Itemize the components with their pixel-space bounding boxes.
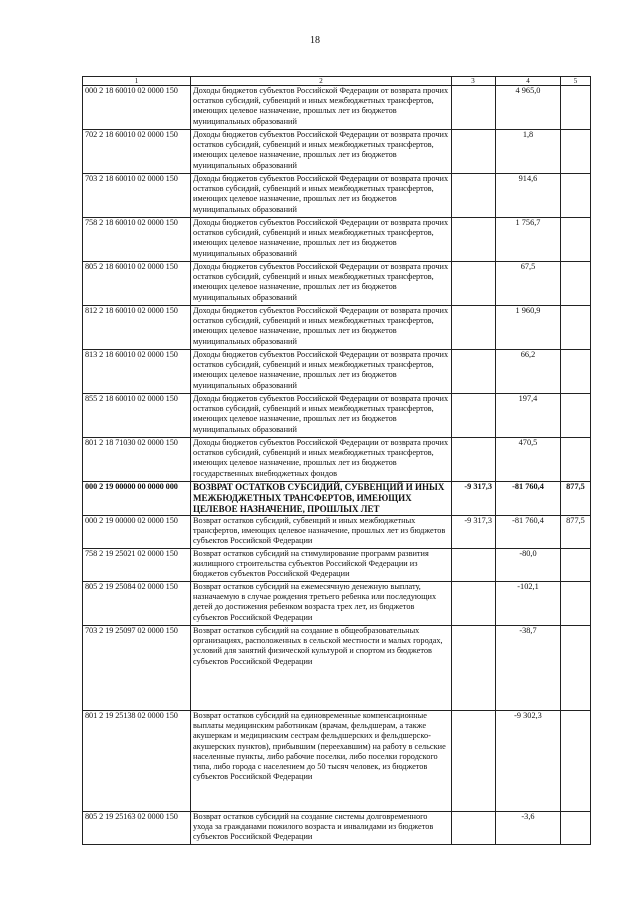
row-value-col4: 67,5 xyxy=(496,262,561,306)
row-value-col4: 1 960,9 xyxy=(496,306,561,350)
row-value-col3: -9 317,3 xyxy=(452,482,496,516)
row-value-col4: -81 760,4 xyxy=(496,516,561,549)
row-code: 758 2 19 25021 02 0000 150 xyxy=(83,549,191,582)
row-value-col5 xyxy=(561,549,591,582)
row-value-col4: 1,8 xyxy=(496,130,561,174)
row-value-col5 xyxy=(561,218,591,262)
table-row xyxy=(83,218,591,262)
row-code: 758 2 18 60010 02 0000 150 xyxy=(83,218,191,262)
row-value-col3 xyxy=(452,306,496,350)
row-name: Доходы бюджетов субъектов Российской Федерации от возврата прочих остатков субсидий, субвенций и иных межбюджетных трансфертов, имеющих целевое назначение, прошлых лет из бюджетов муниципальных образований xyxy=(191,86,452,130)
header-col-3: 3 xyxy=(452,77,496,86)
table-row xyxy=(83,130,591,174)
row-value-col5 xyxy=(561,86,591,130)
row-value-col3 xyxy=(452,812,496,845)
table-row xyxy=(83,812,591,845)
budget-table xyxy=(82,76,591,845)
row-code: 855 2 18 60010 02 0000 150 xyxy=(83,394,191,438)
row-value-col5: 877,5 xyxy=(561,516,591,549)
header-col-5: 5 xyxy=(561,77,591,86)
row-value-col4: 4 965,0 xyxy=(496,86,561,130)
table-row xyxy=(83,86,591,130)
row-value-col5 xyxy=(561,174,591,218)
row-code: 000 2 19 00000 00 0000 000 xyxy=(83,482,191,516)
row-value-col3 xyxy=(452,394,496,438)
page-number: 18 xyxy=(310,35,320,46)
row-value-col4: -81 760,4 xyxy=(496,482,561,516)
row-name: Доходы бюджетов субъектов Российской Федерации от возврата прочих остатков субсидий, субвенций и иных межбюджетных трансфертов, имеющих целевое назначение, прошлых лет из бюджетов государственных внебюджетных фондов xyxy=(191,438,452,482)
table-row xyxy=(83,482,591,516)
row-value-col3 xyxy=(452,549,496,582)
row-value-col3 xyxy=(452,438,496,482)
row-code: 813 2 18 60010 02 0000 150 xyxy=(83,350,191,394)
table-row xyxy=(83,438,591,482)
row-value-col4: -102,1 xyxy=(496,582,561,626)
row-code: 805 2 19 25163 02 0000 150 xyxy=(83,812,191,845)
row-code: 000 2 18 60010 02 0000 150 xyxy=(83,86,191,130)
table-row xyxy=(83,174,591,218)
row-name: Доходы бюджетов субъектов Российской Федерации от возврата прочих остатков субсидий, субвенций и иных межбюджетных трансфертов, имеющих целевое назначение, прошлых лет из бюджетов муниципальных образований xyxy=(191,262,452,306)
row-value-col5 xyxy=(561,350,591,394)
row-value-col3 xyxy=(452,130,496,174)
row-value-col3: -9 317,3 xyxy=(452,516,496,549)
row-code: 703 2 19 25097 02 0000 150 xyxy=(83,626,191,711)
row-code: 805 2 19 25084 02 0000 150 xyxy=(83,582,191,626)
row-name: Возврат остатков субсидий на создание системы долговременного ухода за гражданами пожилого возраста и инвалидами из бюджетов субъектов Российской Федерации xyxy=(191,812,452,845)
row-value-col5 xyxy=(561,130,591,174)
row-value-col3 xyxy=(452,582,496,626)
row-value-col4: -80,0 xyxy=(496,549,561,582)
row-code: 812 2 18 60010 02 0000 150 xyxy=(83,306,191,350)
table-row xyxy=(83,549,591,582)
table-header-row xyxy=(83,77,591,86)
row-value-col3 xyxy=(452,218,496,262)
table-row xyxy=(83,262,591,306)
row-name: Возврат остатков субсидий на создание в общеобразовательных организациях, расположенных в сельской местности и малых городах, условий для занятий физической культурой и спортом из бюджетов субъектов Российской Федерации xyxy=(191,626,452,711)
table-row xyxy=(83,582,591,626)
row-name: Возврат остатков субсидий, субвенций и иных межбюджетных трансфертов, имеющих целевое назначение, прошлых лет из бюджетов субъектов Российской Федерации xyxy=(191,516,452,549)
row-code: 805 2 18 60010 02 0000 150 xyxy=(83,262,191,306)
row-value-col5 xyxy=(561,812,591,845)
row-code: 703 2 18 60010 02 0000 150 xyxy=(83,174,191,218)
row-name: Доходы бюджетов субъектов Российской Федерации от возврата прочих остатков субсидий, субвенций и иных межбюджетных трансфертов, имеющих целевое назначение, прошлых лет из бюджетов муниципальных образований xyxy=(191,306,452,350)
row-value-col5 xyxy=(561,438,591,482)
table-row xyxy=(83,350,591,394)
row-value-col3 xyxy=(452,262,496,306)
row-code: 801 2 18 71030 02 0000 150 xyxy=(83,438,191,482)
row-value-col5 xyxy=(561,306,591,350)
row-value-col4: 66,2 xyxy=(496,350,561,394)
header-col-1: 1 xyxy=(83,77,191,86)
row-value-col3 xyxy=(452,711,496,812)
row-value-col3 xyxy=(452,86,496,130)
row-code: 702 2 18 60010 02 0000 150 xyxy=(83,130,191,174)
row-value-col5 xyxy=(561,582,591,626)
table-row xyxy=(83,306,591,350)
row-name: Доходы бюджетов субъектов Российской Федерации от возврата прочих остатков субсидий, субвенций и иных межбюджетных трансфертов, имеющих целевое назначение, прошлых лет из бюджетов муниципальных образований xyxy=(191,394,452,438)
row-value-col5: 877,5 xyxy=(561,482,591,516)
row-value-col4: 1 756,7 xyxy=(496,218,561,262)
row-value-col3 xyxy=(452,626,496,711)
row-name: Доходы бюджетов субъектов Российской Федерации от возврата прочих остатков субсидий, субвенций и иных межбюджетных трансфертов, имеющих целевое назначение, прошлых лет из бюджетов муниципальных образований xyxy=(191,174,452,218)
row-name: Доходы бюджетов субъектов Российской Федерации от возврата прочих остатков субсидий, субвенций и иных межбюджетных трансфертов, имеющих целевое назначение, прошлых лет из бюджетов муниципальных образований xyxy=(191,218,452,262)
row-name: Доходы бюджетов субъектов Российской Федерации от возврата прочих остатков субсидий, субвенций и иных межбюджетных трансфертов, имеющих целевое назначение, прошлых лет из бюджетов муниципальных образований xyxy=(191,350,452,394)
row-name: ВОЗВРАТ ОСТАТКОВ СУБСИДИЙ, СУБВЕНЦИЙ И ИНЫХ МЕЖБЮДЖЕТНЫХ ТРАНСФЕРТОВ, ИМЕЮЩИХ ЦЕЛЕВОЕ НАЗНАЧЕНИЕ, ПРОШЛЫХ ЛЕТ xyxy=(191,482,452,516)
header-col-2: 2 xyxy=(191,77,452,86)
row-value-col4: -38,7 xyxy=(496,626,561,711)
row-value-col4: -9 302,3 xyxy=(496,711,561,812)
row-value-col4: 470,5 xyxy=(496,438,561,482)
row-value-col4: -3,6 xyxy=(496,812,561,845)
row-value-col5 xyxy=(561,394,591,438)
row-value-col5 xyxy=(561,711,591,812)
row-code: 801 2 19 25138 02 0000 150 xyxy=(83,711,191,812)
row-value-col3 xyxy=(452,350,496,394)
table-row xyxy=(83,711,591,812)
row-name: Возврат остатков субсидий на ежемесячную денежную выплату, назначаемую в случае рождения третьего ребенка или последующих детей до достижения ребенком возраста трех лет, из бюджетов субъектов Российской Федерации xyxy=(191,582,452,626)
row-name: Возврат остатков субсидий на единовременные компенсационные выплаты медицинским работникам (врачам, фельдшерам, а также акушеркам и медицинским сестрам фельдшерских и фельдшерско-акушерских пунктов), прибывшим (переехавшим) на работу в сельские населенные пункты, либо рабочие поселки, либо поселки городского типа, либо города с населением до 50 тысяч человек, из бюджетов субъектов Российской Федерации xyxy=(191,711,452,812)
row-code: 000 2 19 00000 02 0000 150 xyxy=(83,516,191,549)
row-value-col5 xyxy=(561,626,591,711)
row-name: Доходы бюджетов субъектов Российской Федерации от возврата прочих остатков субсидий, субвенций и иных межбюджетных трансфертов, имеющих целевое назначение, прошлых лет из бюджетов муниципальных образований xyxy=(191,130,452,174)
table-row xyxy=(83,626,591,711)
table-row xyxy=(83,394,591,438)
row-value-col4: 197,4 xyxy=(496,394,561,438)
header-col-4: 4 xyxy=(496,77,561,86)
row-value-col4: 914,6 xyxy=(496,174,561,218)
row-value-col5 xyxy=(561,262,591,306)
row-name: Возврат остатков субсидий на стимулирование программ развития жилищного строительства субъектов Российской Федерации из бюджетов субъектов Российской Федерации xyxy=(191,549,452,582)
table-row xyxy=(83,516,591,549)
row-value-col3 xyxy=(452,174,496,218)
